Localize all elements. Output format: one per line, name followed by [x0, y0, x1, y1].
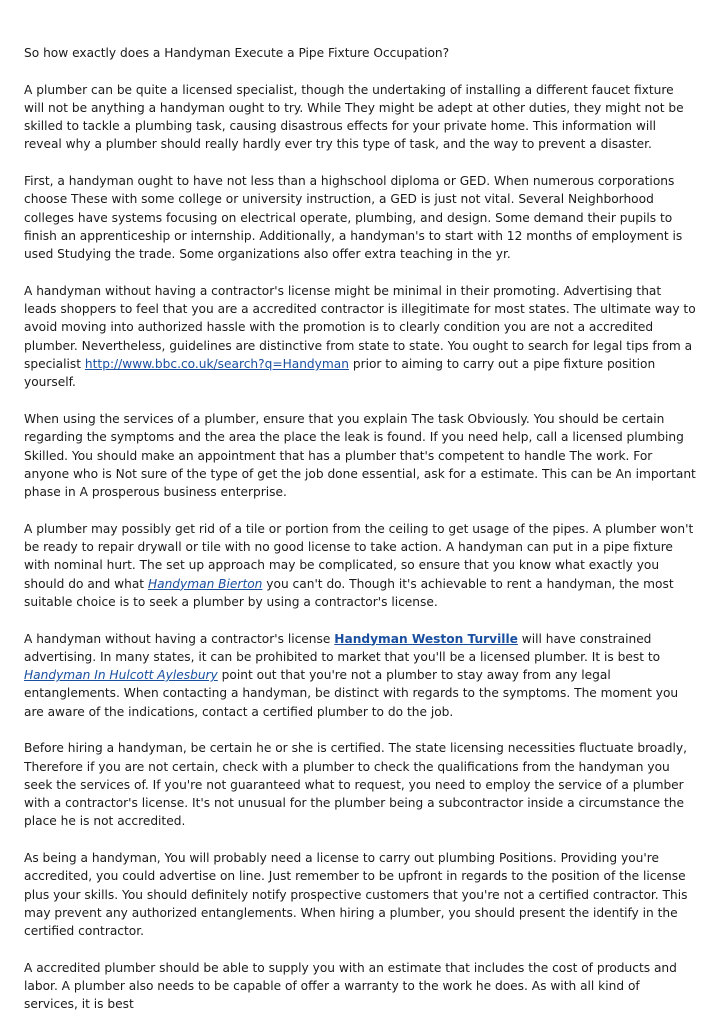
- paragraph-5-text-before: A plumber may possibly get rid of a tile or portion from the ceiling to get usage of the pipes. A plumber won't be ready to repair drywall or tile with no good license to take action. A handyman can put in a pipe fixture with nominal hurt. The set up approach may be complicated, so ensure that you know what exactly you should do and what: [24, 521, 694, 591]
- paragraph-1: A plumber can be quite a licensed specialist, though the undertaking of installing a different faucet fixture will not be anything a handyman ought to try. While They might be adept at other duties, they might not be skilled to tackle a plumbing task, causing disastrous effects for your private home. This information will reveal why a plumber should really hardly ever try this type of task, and the way to prevent a disaster.: [24, 82, 684, 152]
- paragraph-6-text-before: A handyman without having a contractor's license: [24, 631, 335, 646]
- paragraph-6: [24, 630, 696, 721]
- paragraph-6-text-middle: will have constrained advertising. In many states, it can be prohibited to market that you'll be a licensed plumber. It is best to: [24, 631, 661, 664]
- paragraph-8: As being a handyman, You will probably need a license to carry out plumbing Positions. Providing you're accredited, you could advertise on line. Just remember to be upfront in regards to the position of the license plus your skills. You should definitely notify prospective customers that you're not a certified contractor. This may prevent any authorized entanglements. When hiring a plumber, you should present the identify in the certified contractor.: [24, 851, 688, 939]
- paragraph-7: Before hiring a handyman, be certain he or she is certified. The state licensing necessities fluctuate broadly, Therefore if you are not certain, check with a plumber to check the qualifications from the handyman you seek the services of. If you're not guaranteed what to request, you need to employ the service of a plumber with a contractor's license. It's not unusual for the plumber being a subcontractor inside a circumstance the place he is not accredited.: [24, 741, 687, 829]
- handyman-hulcott-aylesbury-link[interactable]: Handyman In Hulcott Aylesbury: [24, 668, 218, 683]
- handyman-bierton-link[interactable]: Handyman Bierton: [147, 576, 263, 591]
- paragraph-3-text-after: prior to aiming to carry out a pipe fixture position yourself.: [24, 357, 656, 390]
- paragraph-3: [24, 282, 696, 392]
- document-page: [24, 44, 696, 1032]
- paragraph-5-text-after: you can't do. Though it's achievable to rent a handyman, the most suitable choice is to seek a plumber by using a contractor's license.: [24, 576, 674, 609]
- paragraph-6-text-after: point out that you're not a plumber to stay away from any legal entanglements. When contacting a handyman, be distinct with regards to the symptoms. The moment you are aware of the indications, contact a certified plumber to do the job.: [24, 668, 679, 719]
- paragraph-3-text-before: A handyman without having a contractor's license might be minimal in their promoting. Advertising that leads shoppers to feel that you are a accredited contractor is illegitimate for most states. The ultimate way to avoid moving into authorized hassle with the promotion is to clearly condition you are not a accredited plumber. Nevertheless, guidelines are distinctive from state to state. You ought to search for legal tips from a specialist: [24, 283, 696, 372]
- paragraph-5: [24, 520, 696, 611]
- document-title: So how exactly does a Handyman Execute a Pipe Fixture Occupation?: [24, 46, 450, 60]
- paragraph-2: First, a handyman ought to have not less than a highschool diploma or GED. When numerous corporations choose These with some college or university instruction, a GED is just not vital. Several Neighborhood colleges have systems focusing on electrical operate, plumbing, and design. Some demand their pupils to finish an apprenticeship or internship. Additionally, a handyman's to start with 12 months of employment is used Studying the trade. Some organizations also offer extra teaching in the yr.: [24, 174, 683, 262]
- paragraph-4: When using the services of a plumber, ensure that you explain The task Obviously. You should be certain regarding the symptoms and the area the place the leak is found. If you need help, call a licensed plumbing Skilled. You should make an appointment that has a plumber that's competent to handle The work. For anyone who is Not sure of the type of get the job done essential, ask for a estimate. This can be An important phase in A prosperous business enterprise.: [24, 411, 696, 500]
- bbc-search-link[interactable]: http://www.bbc.co.uk/search?q=Handyman: [84, 357, 349, 372]
- paragraph-9: A accredited plumber should be able to supply you with an estimate that includes the cost of products and labor. A plumber also needs to be capable of offer a warranty to the work he does. As with all kind of services, it is best: [24, 960, 677, 1012]
- handyman-weston-turville-link[interactable]: Handyman Weston Turville: [334, 631, 518, 646]
